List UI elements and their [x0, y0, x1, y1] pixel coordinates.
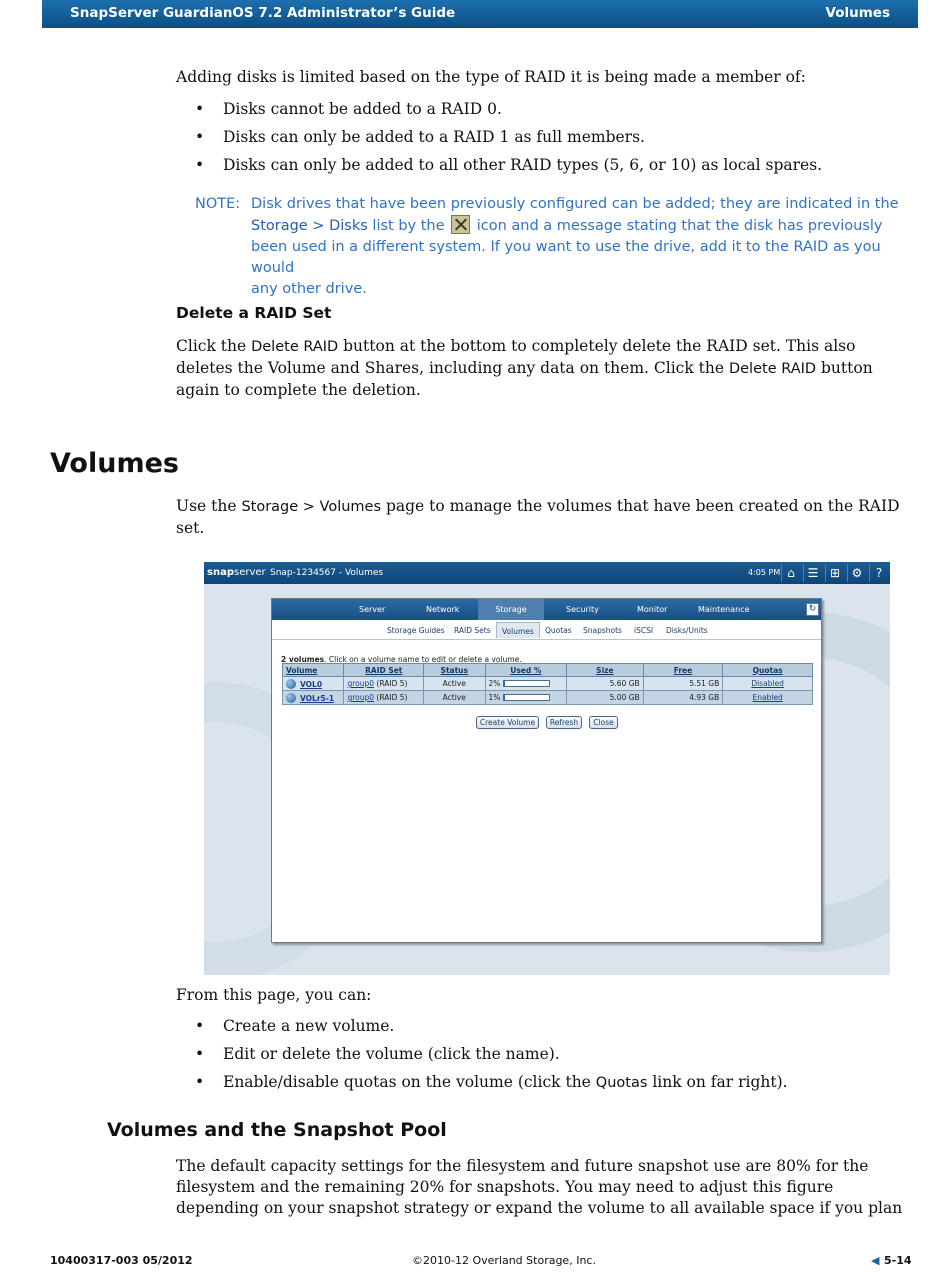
list-item: • Enable/disable quotas on the volume (click the Quotas link on far right). [195, 1073, 788, 1091]
tab-maintenance[interactable]: Maintenance [698, 605, 750, 614]
intro-paragraph: Adding disks is limited based on the type of RAID it is being made a member of: [176, 68, 806, 86]
quotas-link[interactable]: Enabled [752, 693, 783, 702]
table-row: VOL0 group0 (RAID 5) Active 2% 5.60 GB 5.51 GB Disabled [283, 677, 813, 691]
from-page-paragraph: From this page, you can: [176, 986, 372, 1004]
note-label: NOTE: [195, 196, 241, 212]
volumes-table [282, 663, 813, 705]
page-header [42, 0, 918, 28]
app-title: Snap-1234567 - Volumes [270, 568, 384, 578]
snapserver-logo: snapserver [207, 567, 266, 578]
note-box [195, 194, 920, 300]
volumes-paragraph: Use the Storage > Volumes page to manage the volumes that have been created on the RAID set. [176, 497, 900, 537]
previous-page-arrow-icon[interactable]: ◀ [871, 1254, 880, 1267]
subtab-quotas[interactable]: Quotas [545, 626, 572, 635]
volume-count: 2 volumes. Click on a volume name to edit or delete a volume. [281, 655, 522, 664]
note-line: been used in a different system. If you want to use the drive, add it to the RAID as you would [251, 239, 881, 276]
note-line: any other drive. [251, 281, 367, 297]
footer-copyright: ©2010-12 Overland Storage, Inc. [412, 1254, 596, 1267]
column-header[interactable]: Volume [283, 664, 344, 677]
disk-previously-used-icon [451, 215, 470, 234]
subtab-disks-units[interactable]: Disks/Units [666, 626, 708, 635]
note-line: Storage > Disks list by the icon and a message stating that the disk has previously [251, 215, 920, 237]
create-volume-button[interactable]: Create Volume [476, 716, 539, 729]
volume-icon [286, 693, 296, 703]
column-header[interactable]: Status [424, 664, 485, 677]
column-header[interactable]: RAID Set [344, 664, 424, 677]
column-header[interactable]: Used % [485, 664, 567, 677]
tab-monitor[interactable]: Monitor [637, 605, 668, 614]
column-header[interactable]: Free [643, 664, 723, 677]
volume-name-link[interactable]: VOL0 [300, 679, 323, 689]
snapshot-pool-heading: Volumes and the Snapshot Pool [107, 1119, 447, 1141]
usage-bar [503, 694, 550, 701]
column-header[interactable]: Quotas [723, 664, 813, 677]
quotas-link[interactable]: Disabled [751, 679, 784, 688]
close-button[interactable]: Close [589, 716, 618, 729]
tab-server[interactable]: Server [359, 605, 386, 614]
home-icon[interactable]: ⌂ [781, 564, 800, 582]
subtab-snapshots[interactable]: Snapshots [583, 626, 622, 635]
refresh-icon[interactable]: ↻ [806, 603, 819, 616]
subtab-iscsi[interactable]: iSCSI [634, 626, 654, 635]
list-item: • Disks can only be added to a RAID 1 as full members. [195, 128, 645, 146]
list-item: • Create a new volume. [195, 1017, 395, 1035]
storage-window [271, 598, 822, 943]
volume-name-link[interactable]: VOLr5-1 [300, 693, 335, 703]
capabilities-list [176, 1016, 918, 1100]
snapshot-pool-paragraph: The default capacity settings for the filesystem and future snapshot use are 80% for the filesystem and the remaining 20% for snapshots. You may need to adjust this figure depending on your snapshot strategy or expand the volume to all available space if you plan [176, 1157, 903, 1217]
table-row: VOLr5-1 group0 (RAID 5) Active 1% 5.00 GB 4.93 GB Enabled [283, 691, 813, 705]
usage-bar [503, 680, 550, 687]
column-header[interactable]: Size [567, 664, 644, 677]
storage-disks-reference: Storage > Disks [251, 218, 368, 234]
header-title: SnapServer GuardianOS 7.2 Administrator’s Guide [70, 5, 456, 21]
refresh-button[interactable]: Refresh [546, 716, 582, 729]
volumes-page-screenshot [204, 562, 890, 975]
raid-set-link[interactable]: group0 [347, 679, 375, 688]
delete-raid-paragraph: Click the Delete RAID button at the bottom to completely delete the RAID set. This also deletes the Volume and Shares, including any data on them. Click the Delete RAID button again to complete the deletion. [176, 337, 873, 399]
tab-storage[interactable]: Storage [478, 599, 544, 620]
clock: 4:05 PM [748, 568, 781, 577]
sub-nav [272, 620, 821, 640]
list-item: • Disks cannot be added to a RAID 0. [195, 100, 502, 118]
subtab-raid-sets[interactable]: RAID Sets [454, 626, 491, 635]
gear-icon[interactable]: ⚙ [847, 564, 866, 582]
main-nav [272, 599, 821, 620]
volume-icon [286, 679, 296, 689]
volumes-heading: Volumes [50, 448, 179, 479]
raid-rules-list [176, 99, 918, 183]
tab-network[interactable]: Network [426, 605, 460, 614]
subtab-storage-guides[interactable]: Storage Guides [387, 626, 445, 635]
subtab-volumes[interactable]: Volumes [496, 622, 540, 638]
storage-icon[interactable]: ☰ [803, 564, 822, 582]
list-item: • Disks can only be added to all other RAID types (5, 6, or 10) as local spares. [195, 156, 823, 174]
note-line: Disk drives that have been previously configured can be added; they are indicated in the [251, 196, 899, 212]
footer-doc-id: 10400317-003 05/2012 [50, 1254, 193, 1267]
help-icon[interactable]: ? [869, 564, 888, 582]
delete-raid-heading: Delete a RAID Set [176, 304, 332, 322]
header-section: Volumes [825, 5, 890, 21]
tab-security[interactable]: Security [566, 605, 599, 614]
app-title-bar [204, 562, 890, 584]
list-item: • Edit or delete the volume (click the name). [195, 1045, 560, 1063]
network-icon[interactable]: ⊞ [825, 564, 844, 582]
raid-set-link[interactable]: group0 [347, 693, 375, 702]
footer-page-number: 5-14 [884, 1254, 912, 1267]
